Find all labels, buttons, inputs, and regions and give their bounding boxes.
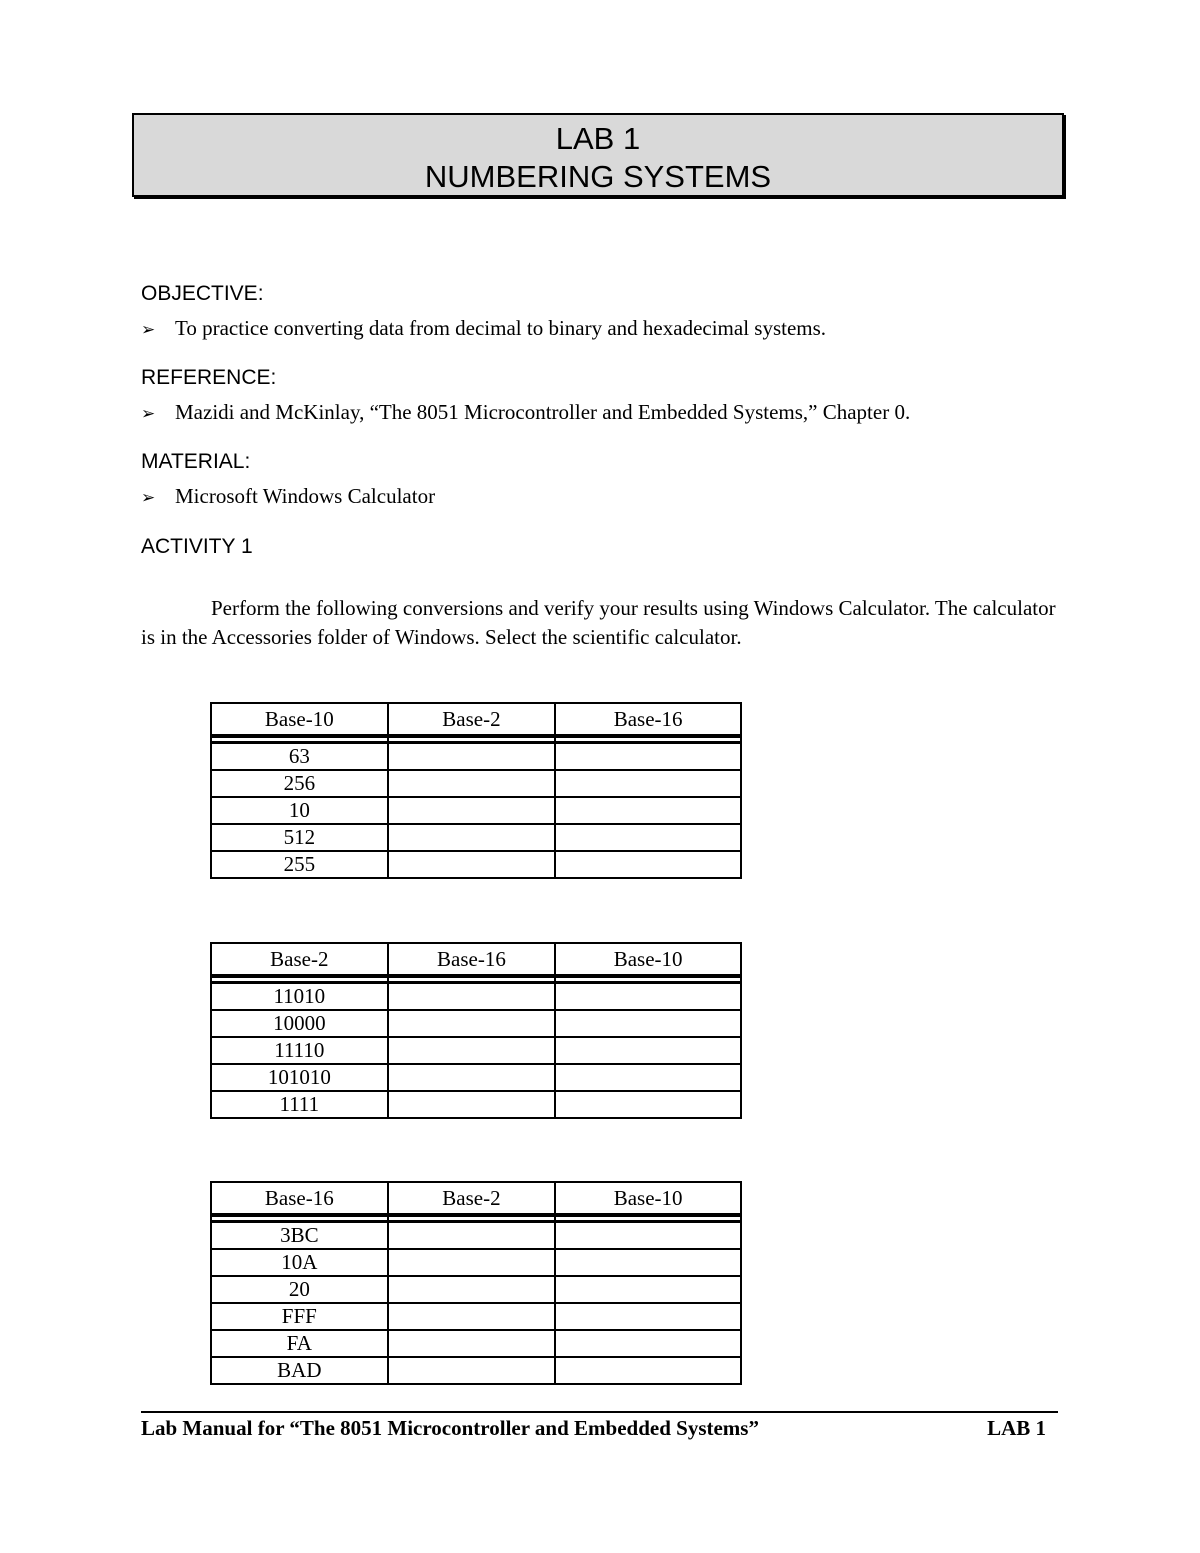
- given-value: FFF: [211, 1303, 388, 1330]
- answer-cell[interactable]: [555, 1357, 741, 1384]
- table-row: [211, 1357, 741, 1384]
- answer-cell[interactable]: [555, 983, 741, 1011]
- table-row: [211, 1010, 741, 1037]
- table-row: [211, 824, 741, 851]
- footer-lab-number: LAB 1: [987, 1416, 1046, 1440]
- table-header: Base-2: [211, 943, 388, 976]
- answer-cell[interactable]: [555, 743, 741, 771]
- answer-cell[interactable]: [555, 770, 741, 797]
- table-header: Base-10: [555, 1182, 741, 1215]
- answer-cell[interactable]: [388, 1276, 556, 1303]
- answer-cell[interactable]: [388, 1357, 556, 1384]
- conversion-table-2: [210, 942, 742, 1119]
- material-label: MATERIAL:: [141, 450, 251, 473]
- answer-cell[interactable]: [388, 983, 556, 1011]
- given-value: BAD: [211, 1357, 388, 1384]
- table-row: [211, 851, 741, 878]
- answer-cell[interactable]: [388, 1330, 556, 1357]
- answer-cell[interactable]: [388, 1222, 556, 1250]
- answer-cell[interactable]: [555, 1064, 741, 1091]
- objective-item: ➢ To practice converting data from decimal to binary and hexadecimal systems.: [141, 316, 827, 340]
- answer-cell[interactable]: [388, 743, 556, 771]
- answer-cell[interactable]: [388, 824, 556, 851]
- given-value: 512: [211, 824, 388, 851]
- table-row: [211, 1064, 741, 1091]
- table-header: Base-10: [211, 703, 388, 736]
- answer-cell[interactable]: [388, 797, 556, 824]
- answer-cell[interactable]: [388, 851, 556, 878]
- table-row: [211, 1303, 741, 1330]
- answer-cell[interactable]: [555, 1037, 741, 1064]
- answer-cell[interactable]: [388, 1064, 556, 1091]
- conversion-table-1: [210, 702, 742, 879]
- answer-cell[interactable]: [388, 1303, 556, 1330]
- reference-label: REFERENCE:: [141, 366, 277, 389]
- table-row: [211, 770, 741, 797]
- material-item: ➢ Microsoft Windows Calculator: [141, 484, 436, 508]
- table-row: [211, 1276, 741, 1303]
- bullet-arrow-icon: ➢: [141, 320, 156, 340]
- given-value: 10A: [211, 1249, 388, 1276]
- table-header: Base-10: [555, 943, 741, 976]
- given-value: 1111: [211, 1091, 388, 1118]
- answer-cell[interactable]: [555, 797, 741, 824]
- given-value: 63: [211, 743, 388, 771]
- table-header: Base-16: [555, 703, 741, 736]
- conversion-table-3: [210, 1181, 742, 1385]
- given-value: 10: [211, 797, 388, 824]
- answer-cell[interactable]: [555, 1303, 741, 1330]
- answer-cell[interactable]: [555, 1276, 741, 1303]
- table-row: [211, 797, 741, 824]
- table-header: Base-16: [211, 1182, 388, 1215]
- answer-cell[interactable]: [555, 1249, 741, 1276]
- given-value: 101010: [211, 1064, 388, 1091]
- answer-cell[interactable]: [555, 1091, 741, 1118]
- answer-cell[interactable]: [388, 1037, 556, 1064]
- table-header: Base-2: [388, 703, 556, 736]
- given-value: FA: [211, 1330, 388, 1357]
- given-value: 10000: [211, 1010, 388, 1037]
- activity-instructions: Perform the following conversions and verify your results using Windows Calculator. The calculator is in the Accessories folder of Windows. Select the scientific calculator.: [141, 596, 1056, 649]
- table-row: [211, 983, 741, 1011]
- given-value: 255: [211, 851, 388, 878]
- given-value: 11110: [211, 1037, 388, 1064]
- objective-label: OBJECTIVE:: [141, 282, 264, 305]
- lab-title-box: [132, 113, 1064, 197]
- page-footer: [141, 1416, 1046, 1441]
- lab-title: NUMBERING SYSTEMS: [424, 159, 772, 194]
- answer-cell[interactable]: [388, 770, 556, 797]
- answer-cell[interactable]: [555, 1330, 741, 1357]
- reference-item: ➢ Mazidi and McKinlay, “The 8051 Microcontroller and Embedded Systems,” Chapter 0.: [141, 400, 911, 424]
- table-row: [211, 1091, 741, 1118]
- footer-manual-title: Lab Manual for “The 8051 Microcontroller and Embedded Systems”: [141, 1416, 759, 1440]
- given-value: 20: [211, 1276, 388, 1303]
- answer-cell[interactable]: [388, 1249, 556, 1276]
- answer-cell[interactable]: [555, 824, 741, 851]
- table-row: [211, 743, 741, 771]
- table-header: Base-16: [388, 943, 556, 976]
- table-row: [211, 1037, 741, 1064]
- answer-cell[interactable]: [555, 851, 741, 878]
- table-row: [211, 1330, 741, 1357]
- given-value: 3BC: [211, 1222, 388, 1250]
- given-value: 256: [211, 770, 388, 797]
- lab-number: LAB 1: [555, 121, 641, 156]
- bullet-arrow-icon: ➢: [141, 404, 156, 424]
- answer-cell[interactable]: [555, 1010, 741, 1037]
- given-value: 11010: [211, 983, 388, 1011]
- activity-label: ACTIVITY 1: [141, 535, 253, 558]
- answer-cell[interactable]: [388, 1091, 556, 1118]
- table-row: [211, 1249, 741, 1276]
- table-header: Base-2: [388, 1182, 556, 1215]
- bullet-arrow-icon: ➢: [141, 488, 156, 508]
- table-row: [211, 1222, 741, 1250]
- answer-cell[interactable]: [555, 1222, 741, 1250]
- answer-cell[interactable]: [388, 1010, 556, 1037]
- footer-divider: [141, 1411, 1058, 1413]
